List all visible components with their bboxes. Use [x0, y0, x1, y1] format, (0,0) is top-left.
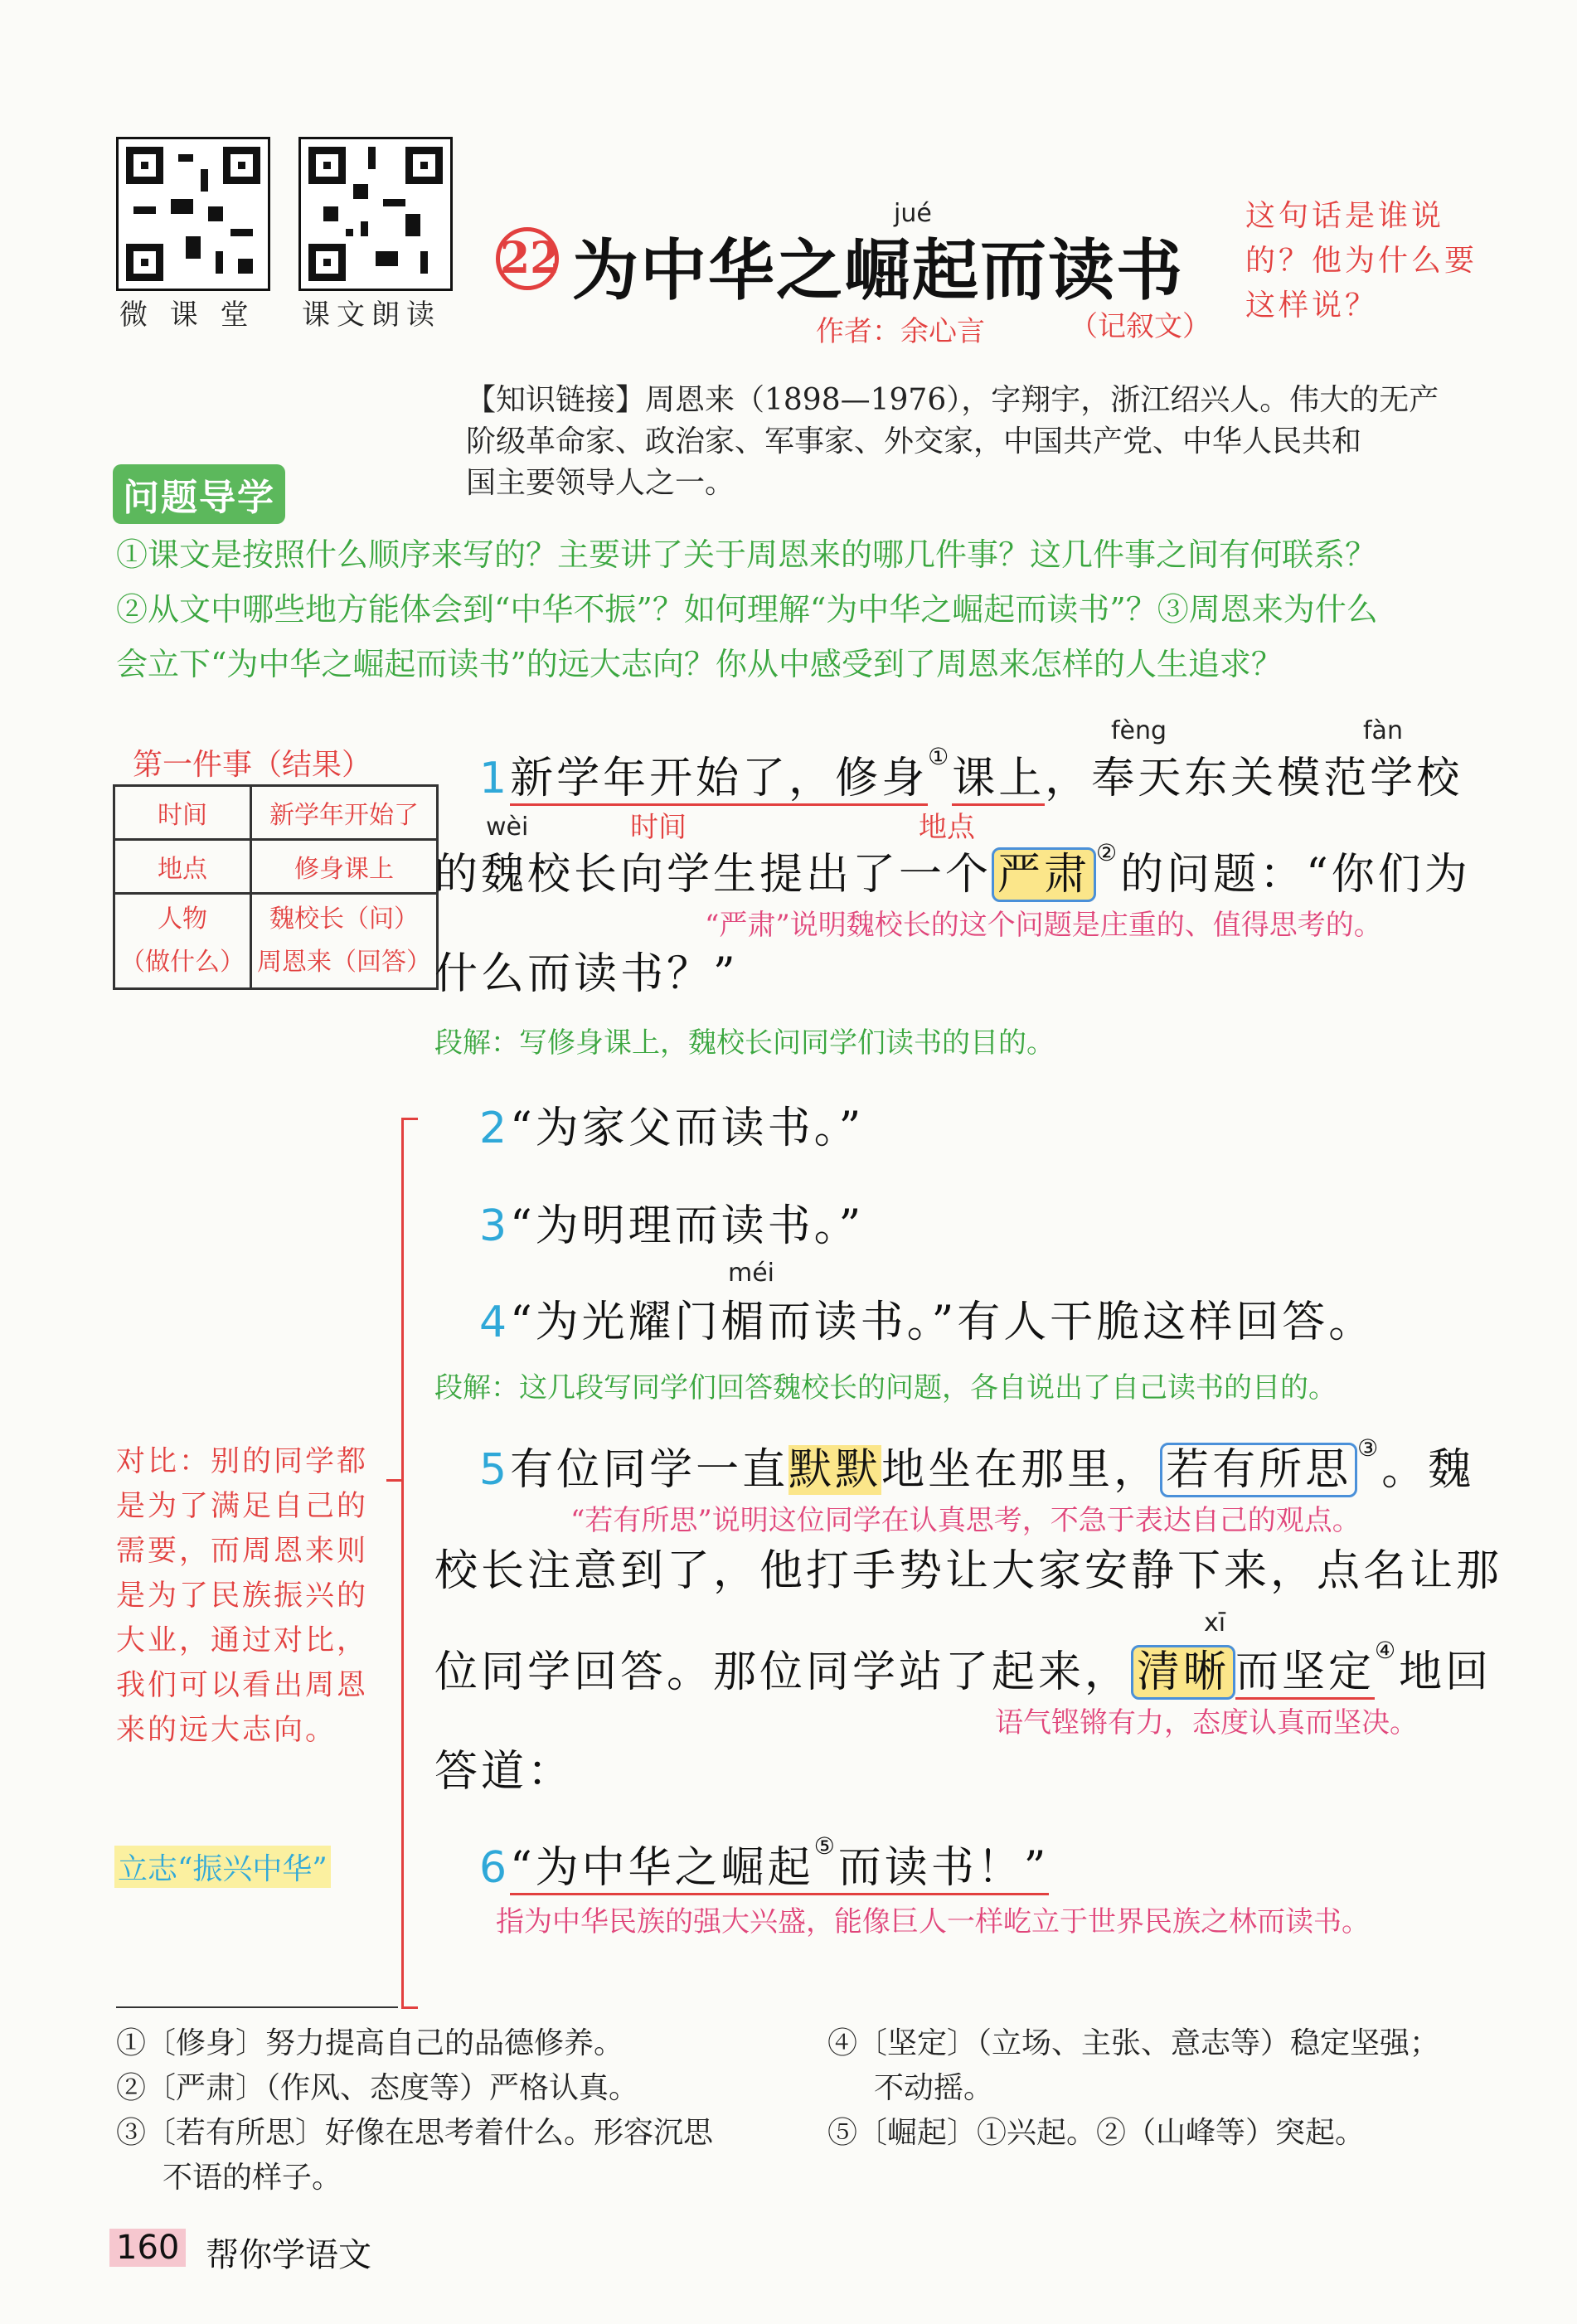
para5-line4: 答道： [434, 1747, 575, 1797]
footnotes-right: ④〔坚定〕（立场、主张、意志等）稳定坚强； 不动摇。 ⑤〔崛起〕①兴起。②（山峰等）突起。 [827, 2026, 1440, 2150]
author: 作者：余心言 [816, 315, 985, 348]
para6: 6“为中华之崛起⑤而读书！” [479, 1832, 1049, 1895]
tag-place: 地点 [919, 811, 975, 844]
para3: 3“为明理而读书。” [479, 1201, 865, 1251]
para1-line2: 的魏校长向学生提出了一个 严肃 ②的问题：“你们为 [434, 839, 1471, 901]
table-row: 地点 修身课上 [114, 840, 438, 894]
page-number: 160 [116, 2229, 180, 2267]
qr1-label: 微 课 堂 [119, 298, 255, 332]
pinyin-wei: wèi [486, 813, 529, 842]
knowledge-link: 【知识链接】周恩来（1898—1976），字翔宇，浙江绍兴人。伟大的无产 阶级革命家、政治家、军事家、外交家，中国共产党、中华人民共和 国主要领导人之一。 [466, 383, 1439, 500]
page-title: 为中华之崛起而读书 [572, 231, 1184, 309]
pinyin-feng: fèng [1111, 716, 1167, 745]
qr-code-micro-class[interactable] [116, 137, 270, 291]
qr2-label: 课文朗读 [302, 298, 441, 332]
para1-summary: 段解：写修身课上，魏校长问同学们读书的目的。 [434, 1026, 1055, 1060]
lesson-number-badge [496, 227, 559, 290]
para1-note: “严肃”说明魏校长的这个问题是庄重的、值得思考的。 [705, 909, 1382, 942]
footnotes-left: ①〔修身〕努力提高自己的品德修养。 ②〔严肃〕（作风、态度等）严格认真。 ③〔若有所思〕好像在思考着什么。形容沉思 不语的样子。 [116, 2026, 714, 2195]
table-row: 人物 （做什么） 魏校长（问） 周恩来（回答） [114, 894, 438, 989]
para5-note2: 语气铿锵有力，态度认真而坚决。 [995, 1706, 1418, 1739]
pinyin-mei: méi [728, 1259, 775, 1288]
para5-note1: “若有所思”说明这位同学在认真思考，不急于表达自己的观点。 [570, 1504, 1361, 1537]
footnote-divider [116, 2006, 398, 2008]
para4: 4“为光耀门楣而读书。”有人干脆这样回答。 [479, 1298, 1376, 1347]
para6-note: 指为中华民族的强大兴盛，能像巨人一样屹立于世界民族之林而读书。 [496, 1905, 1370, 1938]
qr-icon [301, 139, 450, 289]
side-table-title: 第一件事（结果） [133, 748, 372, 782]
lesson-number: 22 [500, 233, 560, 284]
table-row: 时间 新学年开始了 [114, 786, 438, 840]
pinyin-xi: xī [1204, 1608, 1226, 1637]
title-pinyin: jué [894, 199, 932, 228]
guide-questions: ①课文是按照什么顺序来写的？主要讲了关于周恩来的哪几件事？这几件事之间有何联系？ ②从文中哪些地方能体会到“中华不振”？如何理解“为中华之崛起而读书”？③周恩来为什么 会立下“为中华之崛起而读书”的远大志向？你从中感受到了周恩来怎样的人生追求？ [116, 536, 1378, 682]
qr-icon [119, 139, 268, 289]
tag-time: 时间 [630, 811, 687, 844]
ambition-note: 立志“振兴中华” [114, 1846, 331, 1888]
para5-line1: 5有位同学一直默默地坐在那里， 若有所思 ③。魏 [479, 1434, 1474, 1497]
genre: （记叙文） [1070, 310, 1211, 343]
para2-4-summary: 段解：这几段写同学们回答魏校长的问题，各自说出了自己读书的目的。 [434, 1371, 1337, 1405]
para2: 2“为家父而读书。” [479, 1104, 865, 1153]
contrast-bracket [401, 1118, 418, 2009]
para5-line3: 位同学回答。那位同学站了起来， 清晰 而坚定④地回 [434, 1637, 1492, 1699]
para1-line1: 1新学年开始了，修身①课上，奉天东关模范学校 [479, 743, 1463, 805]
book-name: 帮你学语文 [206, 2236, 371, 2274]
margin-question: 这句话是谁说 的？他为什么要 这样说？ [1245, 199, 1478, 323]
page-number-badge [109, 2229, 186, 2267]
para5-line2: 校长注意到了，他打手势让大家安静下来，点名让那 [434, 1546, 1503, 1596]
side-table [113, 784, 439, 990]
guide-badge: 问题导学 [113, 464, 285, 524]
contrast-note: 对比：别的同学都 是为了满足自己的 需要，而周恩来则 是为了民族振兴的 大业，通过对比， 我们可以看出周恩 来的远大志向。 [116, 1445, 369, 1747]
qr-code-reading[interactable] [298, 137, 453, 291]
bracket-tip [386, 1479, 403, 1482]
pinyin-fan: fàn [1363, 716, 1403, 745]
para1-line3: 什么而读书？” [434, 949, 739, 999]
